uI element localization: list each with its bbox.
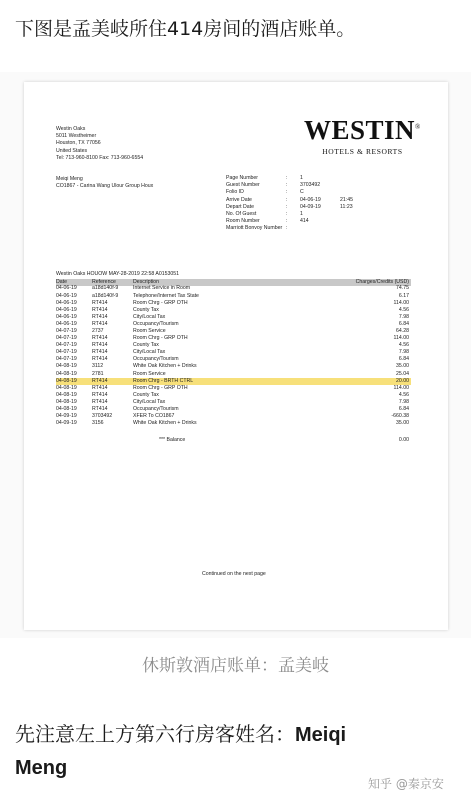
ledger-cell-ref: RT414 — [92, 313, 108, 320]
ledger-cell-date: 04-06-19 — [56, 292, 77, 299]
folio-info-value — [340, 225, 370, 232]
ledger-cell-date: 04-06-19 — [56, 313, 77, 320]
ledger-cell-date: 04-06-19 — [56, 320, 77, 327]
ledger-row — [56, 293, 411, 300]
folio-info-value — [340, 175, 370, 182]
header-date: Date — [56, 278, 67, 285]
ledger-cell-date: 04-08-19 — [56, 391, 77, 398]
address-line: 5011 Westheimer — [56, 133, 97, 140]
ledger-cell-desc: Occupancy/Tourism — [133, 406, 179, 413]
ledger-row — [56, 286, 411, 293]
folio-info-label: Guest Number — [226, 182, 260, 189]
ledger-row — [56, 392, 411, 399]
folio-info-value — [340, 189, 370, 196]
ledger-row — [56, 356, 411, 363]
image-caption: 休斯敦酒店账单：孟美岐 — [142, 656, 329, 676]
folio-info-label: Page Number — [226, 175, 259, 181]
ledger-row — [56, 371, 411, 378]
ledger-cell-date: 04-06-19 — [56, 285, 77, 292]
ledger-cell-amount: 64.28 — [396, 328, 409, 335]
guest-name: Meiqi Meng — [56, 176, 83, 182]
ledger-cell-ref: RT414 — [92, 349, 108, 356]
ledger-row — [56, 321, 411, 328]
ledger-row — [56, 342, 411, 349]
note-text — [15, 718, 346, 784]
folio-info-value: 21:45 — [340, 196, 353, 203]
ledger-cell-desc: White Oak Kitchen + Drinks — [133, 420, 197, 427]
ledger-cell-desc: Occupancy/Tourism — [133, 356, 179, 363]
intro-text: 下图是孟美岐所住414房间的酒店账单。 — [15, 18, 356, 40]
ledger-row — [56, 420, 411, 427]
ledger-cell-amount: 35.00 — [396, 420, 409, 427]
ledger-cell-date: 04-08-19 — [56, 406, 77, 413]
folio-info-value: 414 — [300, 218, 309, 225]
ledger-cell-ref: a18d140f-9 — [92, 285, 119, 292]
balance-label: *** Balance — [159, 437, 186, 444]
folio-info-row — [226, 225, 370, 232]
folio-info-value — [300, 225, 340, 232]
zhihu-watermark: 知乎 @秦京安 — [368, 777, 444, 791]
folio-info-value — [340, 182, 370, 189]
ledger-title: Westin Oaks HOUOW MAY-28-2019 22:58 A0153051 — [56, 271, 180, 277]
ledger-cell-desc: City/Local Tax — [133, 313, 166, 320]
ledger-cell-date: 04-06-19 — [56, 306, 77, 313]
ledger-cell-desc: City/Local Tax — [133, 398, 166, 405]
ledger-cell-date: 04-08-19 — [56, 384, 77, 391]
ledger-cell-desc: XFER To CO1867 — [133, 413, 175, 420]
guest-company: CO1867 - Carina Wang Ulour Group Houx — [56, 183, 154, 190]
ledger-row — [56, 300, 411, 307]
ledger-cell-date: 04-07-19 — [56, 328, 77, 335]
folio-info-value: 04-09-19 — [300, 203, 321, 210]
folio-info-label: Room Number — [226, 218, 260, 225]
ledger-cell-amount: 114.00 — [393, 299, 409, 306]
ledger-row-highlighted — [56, 378, 411, 385]
folio-info-row — [226, 211, 370, 218]
hotel-address — [56, 126, 143, 162]
ledger-cell-amount: 20.00 — [396, 377, 409, 384]
ledger-cell-date: 04-08-19 — [56, 398, 77, 405]
guest-block — [56, 176, 153, 190]
ledger-cell-date: 04-07-19 — [56, 342, 77, 349]
ledger-cell-desc: Room Chrg - GRP OTH — [133, 384, 188, 391]
header-amount: Charges/Credits (USD) — [355, 278, 409, 285]
folio-info-colon: : — [286, 196, 288, 203]
ledger-cell-desc: Room Chrg - GRP OTH — [133, 335, 188, 342]
ledger-cell-ref: 2737 — [92, 328, 104, 335]
folio-paper — [24, 82, 448, 630]
folio-info-colon: : — [286, 218, 288, 225]
folio-info-label: Folio ID — [226, 189, 244, 196]
ledger-cell-ref: 3156 — [92, 420, 104, 427]
folio-info-value: 04-06-19 — [300, 196, 321, 203]
ledger-row — [56, 406, 411, 413]
ledger-cell-ref: RT414 — [92, 299, 108, 306]
ledger-rows — [56, 286, 411, 428]
ledger-cell-desc: White Oak Kitchen + Drinks — [133, 363, 197, 370]
ledger-cell-date: 04-07-19 — [56, 335, 77, 342]
ledger-cell-desc: County Tax — [133, 391, 159, 398]
bill-image — [0, 72, 471, 638]
ledger-cell-amount: 7.98 — [398, 313, 409, 320]
logo-text: WESTIN — [304, 115, 416, 145]
folio-info-value: 11:23 — [340, 203, 353, 210]
ledger-cell-date: 04-09-19 — [56, 413, 77, 420]
ledger-cell-date: 04-06-19 — [56, 299, 77, 306]
ledger-cell-ref: RT414 — [92, 398, 108, 405]
note-name-first: Meiqi — [295, 724, 347, 746]
ledger-cell-ref: 3703492 — [92, 413, 113, 420]
ledger-cell-amount: 7.98 — [398, 398, 409, 405]
folio-info-row — [226, 189, 370, 196]
ledger-cell-amount: 6.84 — [398, 406, 409, 413]
ledger-row — [56, 399, 411, 406]
header-reference: Reference — [92, 278, 116, 285]
continued-note: Continued on the next page — [202, 571, 266, 577]
ledger-cell-ref: 2781 — [92, 370, 104, 377]
folio-info-colon: : — [286, 225, 288, 232]
folio-info-colon: : — [286, 189, 288, 196]
ledger-row — [56, 413, 411, 420]
ledger-row — [56, 314, 411, 321]
ledger-cell-amount: 25.04 — [396, 370, 409, 377]
ledger-table — [56, 279, 411, 445]
folio-info-value: 1 — [300, 211, 303, 218]
ledger-cell-date: 04-07-19 — [56, 356, 77, 363]
westin-logo — [304, 114, 421, 156]
ledger-cell-ref: RT414 — [92, 320, 108, 327]
ledger-cell-date: 04-08-19 — [56, 377, 77, 384]
header-description: Description — [133, 278, 159, 285]
ledger-cell-date: 04-08-19 — [56, 363, 77, 370]
ledger-cell-desc: County Tax — [133, 342, 159, 349]
ledger-cell-ref: RT414 — [92, 391, 108, 398]
ledger-cell-amount: 74.75 — [396, 285, 409, 292]
ledger-cell-amount: 6.84 — [398, 320, 409, 327]
note-name-last: Meng — [15, 757, 68, 779]
folio-info-label: Marriott Bonvoy Number — [226, 225, 283, 232]
ledger-cell-desc: Room Service — [133, 370, 166, 377]
folio-info-row — [226, 197, 370, 204]
folio-info-row — [226, 204, 370, 211]
ledger-row — [56, 335, 411, 342]
ledger-row — [56, 328, 411, 335]
ledger-cell-amount: 6.84 — [398, 356, 409, 363]
folio-info-label: Depart Date — [226, 203, 254, 210]
ledger-cell-desc: County Tax — [133, 306, 159, 313]
folio-info-colon: : — [286, 211, 288, 218]
folio-info-row — [226, 218, 370, 225]
ledger-cell-amount: 114.00 — [393, 384, 409, 391]
ledger-cell-ref: RT414 — [92, 335, 108, 342]
ledger-cell-date: 04-07-19 — [56, 349, 77, 356]
folio-info-value — [340, 211, 370, 218]
ledger-cell-desc: Occupancy/Tourism — [133, 320, 179, 327]
ledger-cell-desc: Internet Service in Room — [133, 285, 191, 292]
ledger-cell-desc: City/Local Tax — [133, 349, 166, 356]
folio-info-value: 1 — [300, 175, 303, 181]
balance-row — [56, 437, 411, 444]
ledger-cell-desc: Room Chrg - GRP OTH — [133, 299, 188, 306]
address-line: Tel: 713-960-8100 Fax: 713-960-6554 — [56, 154, 144, 161]
folio-info-value: 3703492 — [300, 182, 321, 189]
folio-info-colon: : — [286, 203, 288, 210]
ledger-cell-desc: Telephone/Internet Tax State — [133, 292, 199, 299]
ledger-cell-amount: 7.98 — [398, 349, 409, 356]
ledger-cell-amount: 4.56 — [398, 306, 409, 313]
balance-value: 0.00 — [398, 437, 409, 444]
ledger-cell-amount: 35.00 — [396, 363, 409, 370]
note-prefix: 先注意左上方第六行房客姓名： — [15, 722, 295, 746]
ledger-cell-ref: a18d140f-9 — [92, 292, 119, 299]
folio-info-value: C — [300, 189, 304, 196]
folio-info-label: No. Of Guest — [226, 211, 257, 218]
ledger-row — [56, 307, 411, 314]
ledger-cell-ref: RT414 — [92, 384, 108, 391]
ledger-cell-ref: RT414 — [92, 356, 108, 363]
ledger-cell-ref: RT414 — [92, 406, 108, 413]
ledger-cell-ref: RT414 — [92, 377, 108, 384]
logo-subtitle: HOTELS & RESORTS — [322, 147, 403, 156]
folio-info-row — [226, 182, 370, 189]
folio-info-colon: : — [286, 175, 288, 181]
folio-info-colon: : — [286, 182, 288, 189]
ledger-cell-ref: RT414 — [92, 342, 108, 349]
logo-registered-mark: ® — [415, 123, 421, 131]
ledger-row — [56, 364, 411, 371]
address-line: United States — [56, 147, 88, 154]
folio-info-label: Arrive Date — [226, 196, 252, 203]
ledger-cell-amount: 114.00 — [393, 335, 409, 342]
folio-info-value — [340, 218, 370, 225]
address-line: Houston, TX 77056 — [56, 140, 101, 147]
ledger-cell-ref: RT414 — [92, 306, 108, 313]
ledger-cell-amount: 6.17 — [398, 292, 409, 299]
ledger-cell-desc: Room Service — [133, 328, 166, 335]
folio-info — [226, 175, 370, 233]
ledger-cell-ref: 3112 — [92, 363, 104, 370]
ledger-row — [56, 385, 411, 392]
address-line: Westin Oaks — [56, 126, 86, 132]
ledger-row — [56, 349, 411, 356]
ledger-cell-date: 04-09-19 — [56, 420, 77, 427]
ledger-cell-amount: -660.38 — [391, 413, 409, 420]
ledger-cell-desc: Room Chrg - BRTH CTRL — [133, 377, 194, 384]
ledger-cell-amount: 4.56 — [398, 391, 409, 398]
ledger-cell-amount: 4.56 — [398, 342, 409, 349]
ledger-cell-date: 04-08-19 — [56, 370, 77, 377]
folio-info-row — [226, 175, 370, 182]
